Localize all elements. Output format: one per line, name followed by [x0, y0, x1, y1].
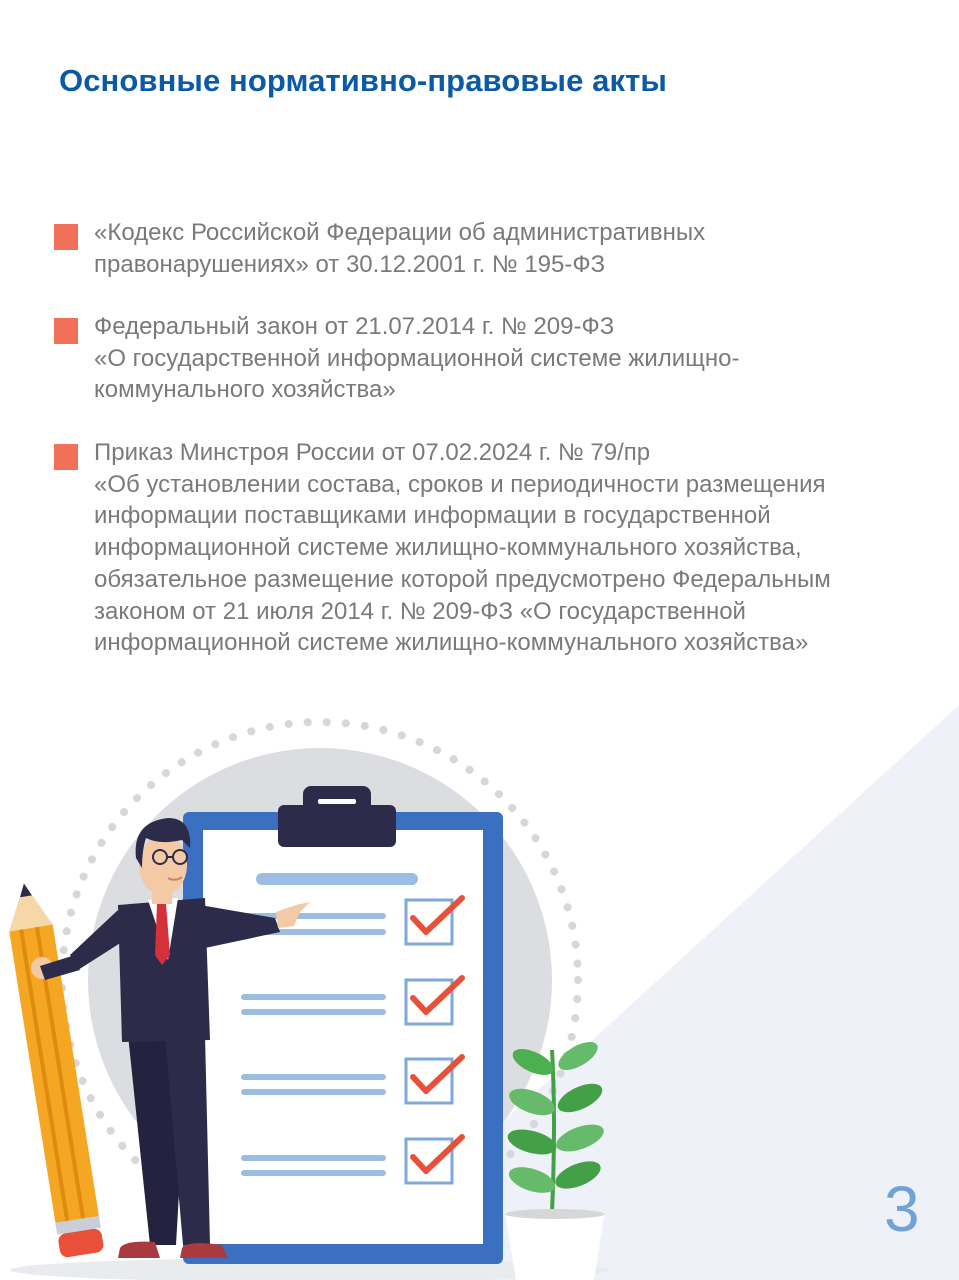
act-line: обязательное размещение которой предусмотрено Федеральным: [94, 565, 831, 593]
clipboard-icon: [183, 786, 503, 1264]
pencil-icon: [2, 880, 104, 1258]
act-line: «Кодекс Российской Федерации об административных: [94, 219, 706, 246]
act-line: законом от 21 июля 2014 г. № 209-ФЗ «О государственной: [94, 597, 746, 625]
act-text: [94, 217, 944, 280]
bullet-square-icon: [54, 224, 78, 250]
act-text: [94, 437, 944, 659]
act-line: правонарушениях» от 30.12.2001 г. № 195-ФЗ: [94, 250, 606, 278]
act-line: информации поставщиками информации в государственной: [94, 502, 771, 530]
act-line: информационной системе жилищно-коммунального хозяйства,: [94, 534, 802, 562]
act-line: «Об установлении состава, сроков и периодичности размещения: [94, 470, 826, 498]
act-line: коммунального хозяйства»: [94, 376, 396, 404]
act-line: Федеральный закон от 21.07.2014 г. № 209-ФЗ: [94, 313, 615, 340]
bullet-square-icon: [54, 444, 78, 470]
act-line: Приказ Минстроя России от 07.02.2024 г. № 79/пр: [94, 439, 651, 466]
act-line: «О государственной информационной системе жилищно-: [94, 344, 740, 372]
bullet-square-icon: [54, 318, 78, 344]
page-title: Основные нормативно-правовые акты: [59, 63, 667, 98]
page-number: 3: [884, 1173, 920, 1245]
act-text: [94, 311, 944, 406]
act-line: информационной системе жилищно-коммунального хозяйства»: [94, 629, 809, 657]
checklist-illustration: [0, 700, 959, 1280]
